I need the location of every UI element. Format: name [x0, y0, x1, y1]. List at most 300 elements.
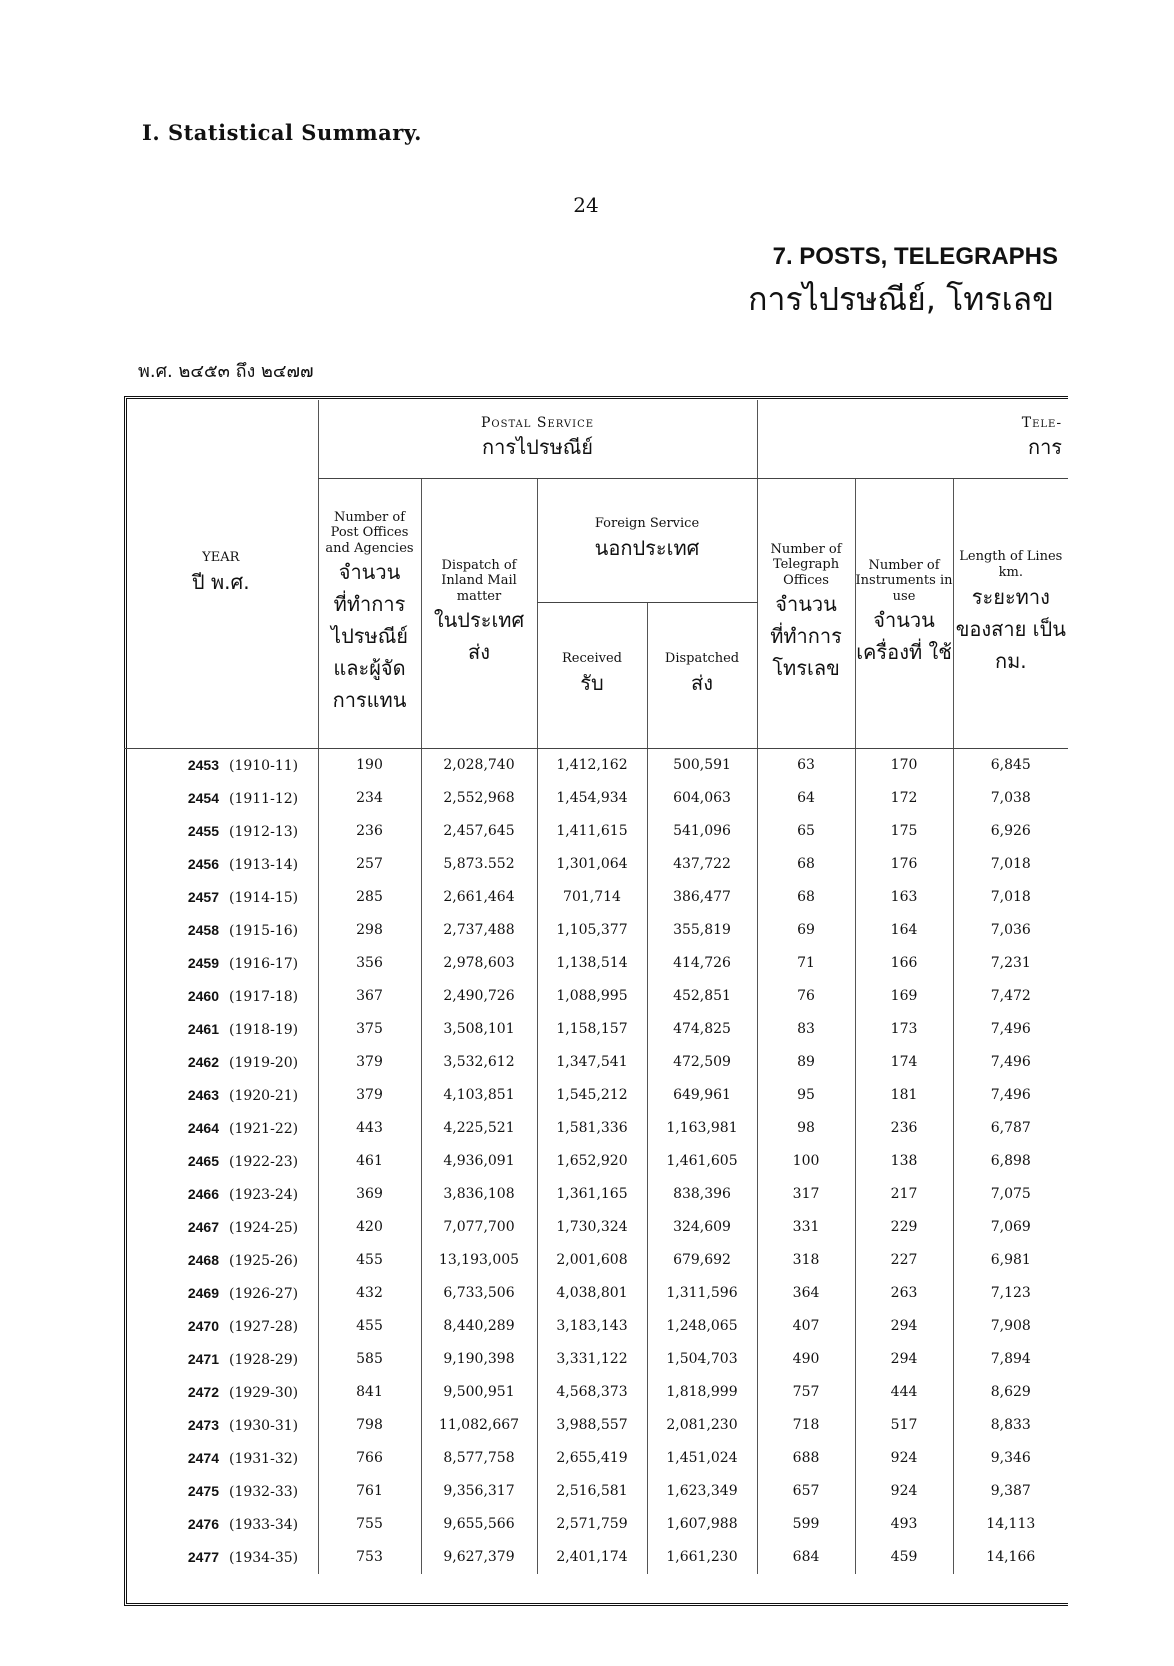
postal-service-th: การไปรษณีย์ [481, 434, 594, 459]
table-row [124, 1046, 1068, 1079]
table-row [124, 980, 1068, 1013]
table-row [124, 1112, 1068, 1145]
received-cell: 1,581,336 [537, 1112, 647, 1145]
year-cell [124, 748, 318, 782]
table-row [124, 1343, 1068, 1376]
year-be: 2467 [187, 1218, 219, 1235]
instruments-cell: 174 [855, 1046, 953, 1079]
telegraph-group [757, 400, 1068, 478]
telegraph-offices-cell: 69 [757, 914, 855, 947]
instruments-cell: 175 [855, 815, 953, 848]
table-row [124, 815, 1068, 848]
year-be: 2463 [187, 1086, 219, 1103]
col-dispatched-header [647, 602, 757, 748]
inland-cell: 3,532,612 [421, 1046, 537, 1079]
instruments-cell: 294 [855, 1310, 953, 1343]
lines-cell: 7,496 [953, 1013, 1068, 1046]
year-ce: (1913-14) [229, 856, 299, 873]
inland-cell: 2,661,464 [421, 881, 537, 914]
col-lines-en: Length of Lines km. [959, 549, 1063, 580]
year-ce: (1929-30) [229, 1384, 299, 1401]
dispatched-cell: 541,096 [647, 815, 757, 848]
col-received-header [537, 602, 647, 748]
col-year-header [124, 400, 318, 748]
col-foreign-en: Foreign Service [594, 516, 700, 532]
year-cell [124, 881, 318, 914]
year-be: 2469 [187, 1284, 219, 1301]
post-offices-cell: 375 [318, 1013, 421, 1046]
table-row [124, 1310, 1068, 1343]
year-ce: (1910-11) [229, 757, 299, 774]
telegraph-offices-cell: 684 [757, 1541, 855, 1574]
table-row [124, 1277, 1068, 1310]
dispatched-cell: 649,961 [647, 1079, 757, 1112]
lines-cell: 7,472 [953, 980, 1068, 1013]
post-offices-cell: 585 [318, 1343, 421, 1376]
inland-cell: 3,508,101 [421, 1013, 537, 1046]
inland-cell: 2,552,968 [421, 782, 537, 815]
post-offices-cell: 379 [318, 1079, 421, 1112]
dispatched-cell: 324,609 [647, 1211, 757, 1244]
lines-cell: 7,908 [953, 1310, 1068, 1343]
year-ce: (1914-15) [229, 889, 299, 906]
year-cell [124, 1442, 318, 1475]
dispatched-cell: 1,818,999 [647, 1376, 757, 1409]
col-dispatched-th: ส่ง [691, 670, 713, 695]
table-row [124, 947, 1068, 980]
instruments-cell: 138 [855, 1145, 953, 1178]
dispatched-cell: 355,819 [647, 914, 757, 947]
telegraph-offices-cell: 71 [757, 947, 855, 980]
lines-cell: 8,629 [953, 1376, 1068, 1409]
received-cell: 2,401,174 [537, 1541, 647, 1574]
year-be: 2457 [187, 888, 219, 905]
dispatched-cell: 1,623,349 [647, 1475, 757, 1508]
post-offices-cell: 298 [318, 914, 421, 947]
year-cell [124, 815, 318, 848]
year-be: 2471 [187, 1350, 219, 1367]
inland-cell: 5,873.552 [421, 848, 537, 881]
year-cell [124, 914, 318, 947]
year-cell [124, 1376, 318, 1409]
table-row [124, 1475, 1068, 1508]
year-cell [124, 1508, 318, 1541]
dispatched-cell: 472,509 [647, 1046, 757, 1079]
inland-cell: 9,655,566 [421, 1508, 537, 1541]
year-cell [124, 1079, 318, 1112]
year-ce: (1932-33) [229, 1483, 299, 1500]
telegraph-offices-cell: 89 [757, 1046, 855, 1079]
inland-cell: 3,836,108 [421, 1178, 537, 1211]
telegraph-offices-cell: 407 [757, 1310, 855, 1343]
col-post-offices-header [318, 478, 421, 748]
received-cell: 2,001,608 [537, 1244, 647, 1277]
table-header [124, 400, 1068, 748]
post-offices-cell: 443 [318, 1112, 421, 1145]
instruments-cell: 176 [855, 848, 953, 881]
received-cell: 1,454,934 [537, 782, 647, 815]
telegraph-group-en: Tele- [1021, 414, 1063, 431]
instruments-cell: 173 [855, 1013, 953, 1046]
table-row [124, 1244, 1068, 1277]
inland-cell: 2,028,740 [421, 748, 537, 782]
year-cell [124, 1475, 318, 1508]
year-ce: (1916-17) [229, 955, 299, 972]
instruments-cell: 294 [855, 1343, 953, 1376]
col-inland-en: Dispatch of Inland Mail matter [441, 557, 517, 604]
inland-cell: 8,577,758 [421, 1442, 537, 1475]
instruments-cell: 229 [855, 1211, 953, 1244]
year-be: 2465 [187, 1152, 219, 1169]
inland-cell: 2,457,645 [421, 815, 537, 848]
telegraph-offices-cell: 64 [757, 782, 855, 815]
dispatched-cell: 474,825 [647, 1013, 757, 1046]
lines-cell: 7,069 [953, 1211, 1068, 1244]
col-instruments-th: จำนวน เครื่องที่ ใช้ [856, 608, 952, 665]
instruments-cell: 181 [855, 1079, 953, 1112]
post-offices-cell: 379 [318, 1046, 421, 1079]
post-offices-cell: 356 [318, 947, 421, 980]
received-cell: 701,714 [537, 881, 647, 914]
lines-cell: 6,787 [953, 1112, 1068, 1145]
col-lines-header [953, 478, 1068, 748]
year-ce: (1918-19) [229, 1021, 299, 1038]
dispatched-cell: 1,163,981 [647, 1112, 757, 1145]
post-offices-cell: 369 [318, 1178, 421, 1211]
received-cell: 1,158,157 [537, 1013, 647, 1046]
lines-cell: 6,981 [953, 1244, 1068, 1277]
year-cell [124, 1541, 318, 1574]
inland-cell: 2,737,488 [421, 914, 537, 947]
year-range-thai: พ.ศ. ๒๔๕๓ ถึง ๒๔๗๗ [138, 361, 314, 382]
instruments-cell: 493 [855, 1508, 953, 1541]
post-offices-cell: 236 [318, 815, 421, 848]
year-cell [124, 980, 318, 1013]
year-be: 2475 [187, 1482, 219, 1499]
postal-service-en: Postal Service [480, 414, 595, 431]
received-cell: 1,347,541 [537, 1046, 647, 1079]
dispatched-cell: 1,311,596 [647, 1277, 757, 1310]
col-instruments-en: Number of Instruments in use [855, 557, 953, 604]
year-be: 2455 [187, 822, 219, 839]
table-row [124, 848, 1068, 881]
lines-cell: 9,346 [953, 1442, 1068, 1475]
year-ce: (1919-20) [229, 1054, 299, 1071]
year-be: 2468 [187, 1251, 219, 1268]
instruments-cell: 517 [855, 1409, 953, 1442]
lines-cell: 14,113 [953, 1508, 1068, 1541]
instruments-cell: 924 [855, 1442, 953, 1475]
telegraph-offices-cell: 317 [757, 1178, 855, 1211]
col-foreign-header [537, 478, 757, 602]
lines-cell: 7,038 [953, 782, 1068, 815]
lines-cell: 9,387 [953, 1475, 1068, 1508]
year-be: 2456 [187, 855, 219, 872]
telegraph-group-th: การ [1027, 434, 1063, 459]
inland-cell: 9,356,317 [421, 1475, 537, 1508]
year-ce: (1925-26) [229, 1252, 299, 1269]
year-cell [124, 1409, 318, 1442]
post-offices-cell: 432 [318, 1277, 421, 1310]
received-cell: 4,038,801 [537, 1277, 647, 1310]
year-be: 2472 [187, 1383, 219, 1400]
year-ce: (1934-35) [229, 1549, 299, 1566]
received-cell: 1,138,514 [537, 947, 647, 980]
year-be: 2466 [187, 1185, 219, 1202]
received-cell: 3,988,557 [537, 1409, 647, 1442]
telegraph-offices-cell: 490 [757, 1343, 855, 1376]
instruments-cell: 164 [855, 914, 953, 947]
col-telegraph-offices-th: จำนวน ที่ทำการ โทรเลข [770, 592, 842, 681]
table-row [124, 748, 1068, 782]
col-post-offices-th: จำนวน ที่ทำการ ไปรษณีย์ และผู้จัด การแทน [331, 560, 408, 713]
post-offices-cell: 455 [318, 1310, 421, 1343]
dispatched-cell: 386,477 [647, 881, 757, 914]
table-row [124, 1013, 1068, 1046]
year-ce: (1912-13) [229, 823, 299, 840]
received-cell: 2,655,419 [537, 1442, 647, 1475]
telegraph-offices-cell: 95 [757, 1079, 855, 1112]
dispatched-cell: 414,726 [647, 947, 757, 980]
year-cell [124, 782, 318, 815]
table-body [124, 748, 1068, 1574]
page-number: 24 [573, 193, 599, 217]
year-cell [124, 947, 318, 980]
lines-cell: 14,166 [953, 1541, 1068, 1574]
inland-cell: 2,490,726 [421, 980, 537, 1013]
dispatched-cell: 604,063 [647, 782, 757, 815]
year-ce: (1911-12) [229, 790, 299, 807]
inland-cell: 4,225,521 [421, 1112, 537, 1145]
telegraph-offices-cell: 98 [757, 1112, 855, 1145]
year-ce: (1923-24) [229, 1186, 299, 1203]
lines-cell: 7,075 [953, 1178, 1068, 1211]
dispatched-cell: 1,661,230 [647, 1541, 757, 1574]
table-title-thai: การไปรษณีย์, โทรเลข [748, 280, 1054, 318]
instruments-cell: 227 [855, 1244, 953, 1277]
received-cell: 1,301,064 [537, 848, 647, 881]
instruments-cell: 263 [855, 1277, 953, 1310]
telegraph-offices-cell: 318 [757, 1244, 855, 1277]
inland-cell: 9,627,379 [421, 1541, 537, 1574]
inland-cell: 9,500,951 [421, 1376, 537, 1409]
col-lines-th: ระยะทาง ของสาย เป็น กม. [955, 584, 1066, 673]
instruments-cell: 236 [855, 1112, 953, 1145]
year-cell [124, 1277, 318, 1310]
col-received-th: รับ [580, 670, 604, 695]
received-cell: 3,331,122 [537, 1343, 647, 1376]
telegraph-offices-cell: 83 [757, 1013, 855, 1046]
year-cell [124, 1013, 318, 1046]
post-offices-cell: 285 [318, 881, 421, 914]
year-ce: (1917-18) [229, 988, 299, 1005]
year-be: 2453 [187, 756, 219, 773]
post-offices-cell: 461 [318, 1145, 421, 1178]
received-cell: 1,105,377 [537, 914, 647, 947]
dispatched-cell: 1,504,703 [647, 1343, 757, 1376]
inland-cell: 7,077,700 [421, 1211, 537, 1244]
year-be: 2459 [187, 954, 219, 971]
telegraph-offices-cell: 100 [757, 1145, 855, 1178]
dispatched-cell: 679,692 [647, 1244, 757, 1277]
col-received-en: Received [562, 651, 622, 667]
table-row [124, 1178, 1068, 1211]
lines-cell: 7,123 [953, 1277, 1068, 1310]
received-cell: 1,652,920 [537, 1145, 647, 1178]
post-offices-cell: 420 [318, 1211, 421, 1244]
telegraph-offices-cell: 657 [757, 1475, 855, 1508]
col-instruments-header [855, 478, 953, 748]
post-offices-cell: 761 [318, 1475, 421, 1508]
telegraph-offices-cell: 63 [757, 748, 855, 782]
dispatched-cell: 500,591 [647, 748, 757, 782]
col-inland-header [421, 478, 537, 748]
inland-cell: 8,440,289 [421, 1310, 537, 1343]
post-offices-cell: 798 [318, 1409, 421, 1442]
post-offices-cell: 753 [318, 1541, 421, 1574]
instruments-cell: 444 [855, 1376, 953, 1409]
year-be: 2464 [187, 1119, 219, 1136]
dispatched-cell: 1,451,024 [647, 1442, 757, 1475]
post-offices-cell: 367 [318, 980, 421, 1013]
year-cell [124, 1211, 318, 1244]
year-ce: (1915-16) [229, 922, 299, 939]
received-cell: 2,516,581 [537, 1475, 647, 1508]
instruments-cell: 166 [855, 947, 953, 980]
received-cell: 1,412,162 [537, 748, 647, 782]
telegraph-offices-cell: 599 [757, 1508, 855, 1541]
instruments-cell: 459 [855, 1541, 953, 1574]
year-cell [124, 1310, 318, 1343]
table-title-english: 7. POSTS, TELEGRAPHS [772, 243, 1058, 270]
instruments-cell: 170 [855, 748, 953, 782]
year-ce: (1924-25) [229, 1219, 299, 1236]
dispatched-cell: 2,081,230 [647, 1409, 757, 1442]
table-row [124, 1409, 1068, 1442]
table-row [124, 1508, 1068, 1541]
col-telegraph-offices-en: Number of Telegraph Offices [770, 541, 842, 588]
instruments-cell: 924 [855, 1475, 953, 1508]
col-inland-th: ในประเทศ ส่ง [433, 608, 525, 665]
year-ce: (1926-27) [229, 1285, 299, 1302]
lines-cell: 7,036 [953, 914, 1068, 947]
instruments-cell: 169 [855, 980, 953, 1013]
telegraph-offices-cell: 364 [757, 1277, 855, 1310]
year-cell [124, 1112, 318, 1145]
instruments-cell: 172 [855, 782, 953, 815]
lines-cell: 7,496 [953, 1079, 1068, 1112]
telegraph-offices-cell: 331 [757, 1211, 855, 1244]
year-cell [124, 1046, 318, 1079]
received-cell: 2,571,759 [537, 1508, 647, 1541]
inland-cell: 11,082,667 [421, 1409, 537, 1442]
lines-cell: 7,894 [953, 1343, 1068, 1376]
telegraph-offices-cell: 68 [757, 848, 855, 881]
received-cell: 1,361,165 [537, 1178, 647, 1211]
year-be: 2460 [187, 987, 219, 1004]
year-be: 2454 [187, 789, 219, 806]
dispatched-cell: 437,722 [647, 848, 757, 881]
year-cell [124, 1343, 318, 1376]
post-offices-cell: 234 [318, 782, 421, 815]
inland-cell: 2,978,603 [421, 947, 537, 980]
year-ce: (1931-32) [229, 1450, 299, 1467]
table-row [124, 1442, 1068, 1475]
table-row [124, 1145, 1068, 1178]
statistics-table [124, 400, 1068, 1574]
inland-cell: 6,733,506 [421, 1277, 537, 1310]
table-row [124, 881, 1068, 914]
received-cell: 1,730,324 [537, 1211, 647, 1244]
dispatched-cell: 1,461,605 [647, 1145, 757, 1178]
inland-cell: 9,190,398 [421, 1343, 537, 1376]
inland-cell: 4,103,851 [421, 1079, 537, 1112]
telegraph-offices-cell: 76 [757, 980, 855, 1013]
received-cell: 1,545,212 [537, 1079, 647, 1112]
lines-cell: 7,496 [953, 1046, 1068, 1079]
year-be: 2477 [187, 1548, 219, 1565]
received-cell: 1,411,615 [537, 815, 647, 848]
lines-cell: 8,833 [953, 1409, 1068, 1442]
table-row [124, 1376, 1068, 1409]
table-row [124, 1541, 1068, 1574]
dispatched-cell: 452,851 [647, 980, 757, 1013]
telegraph-offices-cell: 718 [757, 1409, 855, 1442]
year-be: 2476 [187, 1515, 219, 1532]
col-telegraph-offices-header [757, 478, 855, 748]
year-cell [124, 1178, 318, 1211]
year-be: 2458 [187, 921, 219, 938]
lines-cell: 6,898 [953, 1145, 1068, 1178]
col-year-en: YEAR [202, 549, 240, 565]
table-row [124, 1211, 1068, 1244]
year-ce: (1922-23) [229, 1153, 299, 1170]
post-offices-cell: 455 [318, 1244, 421, 1277]
year-be: 2461 [187, 1020, 219, 1037]
lines-cell: 7,018 [953, 848, 1068, 881]
year-ce: (1933-34) [229, 1516, 299, 1533]
inland-cell: 13,193,005 [421, 1244, 537, 1277]
year-ce: (1927-28) [229, 1318, 299, 1335]
post-offices-cell: 755 [318, 1508, 421, 1541]
received-cell: 1,088,995 [537, 980, 647, 1013]
lines-cell: 7,018 [953, 881, 1068, 914]
post-offices-cell: 766 [318, 1442, 421, 1475]
inland-cell: 4,936,091 [421, 1145, 537, 1178]
telegraph-offices-cell: 65 [757, 815, 855, 848]
received-cell: 4,568,373 [537, 1376, 647, 1409]
year-be: 2474 [187, 1449, 219, 1466]
year-be: 2470 [187, 1317, 219, 1334]
year-cell [124, 1244, 318, 1277]
year-cell [124, 848, 318, 881]
table-row [124, 914, 1068, 947]
dispatched-cell: 1,248,065 [647, 1310, 757, 1343]
col-foreign-th: นอกประเทศ [594, 535, 700, 560]
postal-service-group [318, 400, 757, 478]
lines-cell: 6,845 [953, 748, 1068, 782]
col-year-th: ปี พ.ศ. [191, 569, 250, 594]
year-be: 2462 [187, 1053, 219, 1070]
year-cell [124, 1145, 318, 1178]
year-be: 2473 [187, 1416, 219, 1433]
col-dispatched-en: Dispatched [664, 651, 740, 667]
year-ce: (1921-22) [229, 1120, 299, 1137]
telegraph-offices-cell: 688 [757, 1442, 855, 1475]
year-ce: (1920-21) [229, 1087, 299, 1104]
lines-cell: 7,231 [953, 947, 1068, 980]
dispatched-cell: 838,396 [647, 1178, 757, 1211]
